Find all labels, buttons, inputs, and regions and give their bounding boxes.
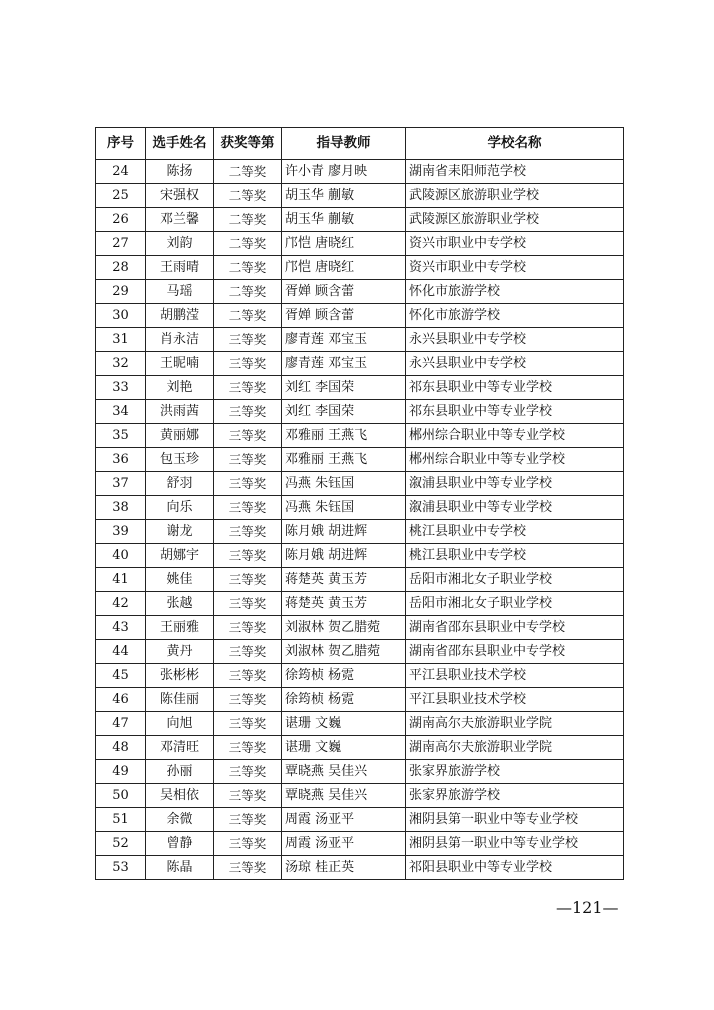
cell-instructor: 蒋楚英 黄玉芳 [282,568,406,592]
cell-instructor: 廖青莲 邓宝玉 [282,328,406,352]
cell-instructor: 刘淑林 贺乙腊菀 [282,616,406,640]
table-row [96,496,624,520]
cell-serial-number: 31 [96,328,146,352]
cell-contestant-name: 姚佳 [146,568,214,592]
cell-award-level: 三等奖 [214,616,282,640]
cell-contestant-name: 陈扬 [146,160,214,184]
header-school-name: 学校名称 [406,128,624,160]
table-row [96,280,624,304]
cell-award-level: 三等奖 [214,640,282,664]
cell-instructor: 刘淑林 贺乙腊菀 [282,640,406,664]
cell-serial-number: 24 [96,160,146,184]
cell-serial-number: 47 [96,712,146,736]
table-row [96,640,624,664]
cell-award-level: 三等奖 [214,424,282,448]
table-row [96,328,624,352]
cell-award-level: 二等奖 [214,256,282,280]
table-row [96,400,624,424]
table-body [96,160,624,880]
cell-instructor: 覃晓燕 吴佳兴 [282,784,406,808]
cell-contestant-name: 宋强权 [146,184,214,208]
cell-school-name: 永兴县职业中专学校 [406,328,624,352]
cell-serial-number: 44 [96,640,146,664]
cell-contestant-name: 黄丹 [146,640,214,664]
cell-serial-number: 38 [96,496,146,520]
table-row [96,712,624,736]
table-row [96,760,624,784]
cell-instructor: 谌珊 文巍 [282,712,406,736]
table-header-row [96,128,624,160]
header-award-level: 获奖等第 [214,128,282,160]
cell-school-name: 祁东县职业中等专业学校 [406,400,624,424]
cell-award-level: 三等奖 [214,664,282,688]
cell-instructor: 刘红 李国荣 [282,400,406,424]
cell-school-name: 湘阴县第一职业中等专业学校 [406,808,624,832]
cell-school-name: 桃江县职业中专学校 [406,520,624,544]
cell-serial-number: 35 [96,424,146,448]
table-row [96,688,624,712]
cell-serial-number: 39 [96,520,146,544]
cell-award-level: 二等奖 [214,304,282,328]
cell-contestant-name: 张彬彬 [146,664,214,688]
cell-school-name: 张家界旅游学校 [406,784,624,808]
cell-contestant-name: 余微 [146,808,214,832]
table-row [96,592,624,616]
cell-award-level: 三等奖 [214,832,282,856]
cell-school-name: 郴州综合职业中等专业学校 [406,424,624,448]
cell-serial-number: 30 [96,304,146,328]
cell-instructor: 胡玉华 蒯敏 [282,184,406,208]
table-row [96,808,624,832]
cell-award-level: 三等奖 [214,376,282,400]
header-serial-number: 序号 [96,128,146,160]
header-instructor: 指导教师 [282,128,406,160]
cell-award-level: 三等奖 [214,352,282,376]
cell-instructor: 陈月娥 胡进辉 [282,544,406,568]
header-contestant-name: 选手姓名 [146,128,214,160]
cell-serial-number: 53 [96,856,146,880]
cell-instructor: 胡玉华 蒯敏 [282,208,406,232]
cell-school-name: 永兴县职业中专学校 [406,352,624,376]
cell-school-name: 资兴市职业中专学校 [406,232,624,256]
cell-contestant-name: 向乐 [146,496,214,520]
cell-award-level: 二等奖 [214,232,282,256]
cell-instructor: 邓雅丽 王燕飞 [282,424,406,448]
cell-serial-number: 36 [96,448,146,472]
table-row [96,856,624,880]
table-row [96,664,624,688]
cell-serial-number: 28 [96,256,146,280]
cell-serial-number: 50 [96,784,146,808]
cell-school-name: 郴州综合职业中等专业学校 [406,448,624,472]
cell-contestant-name: 向旭 [146,712,214,736]
cell-contestant-name: 王丽雅 [146,616,214,640]
table-row [96,352,624,376]
table-row [96,160,624,184]
cell-school-name: 资兴市职业中专学校 [406,256,624,280]
table-row [96,568,624,592]
cell-contestant-name: 马瑶 [146,280,214,304]
cell-instructor: 胥婵 顾含蕾 [282,304,406,328]
cell-award-level: 三等奖 [214,760,282,784]
cell-serial-number: 49 [96,760,146,784]
cell-instructor: 邝恺 唐晓红 [282,256,406,280]
cell-contestant-name: 曾静 [146,832,214,856]
cell-school-name: 湖南省耒阳师范学校 [406,160,624,184]
table-row [96,256,624,280]
table-row [96,376,624,400]
cell-school-name: 岳阳市湘北女子职业学校 [406,568,624,592]
cell-instructor: 陈月娥 胡进辉 [282,520,406,544]
cell-serial-number: 34 [96,400,146,424]
table-row [96,544,624,568]
cell-contestant-name: 黄丽娜 [146,424,214,448]
cell-award-level: 三等奖 [214,544,282,568]
cell-serial-number: 51 [96,808,146,832]
cell-award-level: 三等奖 [214,808,282,832]
cell-instructor: 廖青莲 邓宝玉 [282,352,406,376]
cell-school-name: 武陵源区旅游职业学校 [406,184,624,208]
cell-award-level: 三等奖 [214,712,282,736]
table-row [96,184,624,208]
cell-school-name: 怀化市旅游学校 [406,304,624,328]
cell-instructor: 谌珊 文巍 [282,736,406,760]
cell-school-name: 张家界旅游学校 [406,760,624,784]
cell-school-name: 溆浦县职业中等专业学校 [406,472,624,496]
table-row [96,832,624,856]
cell-school-name: 湖南省邵东县职业中专学校 [406,616,624,640]
cell-award-level: 三等奖 [214,568,282,592]
table-row [96,520,624,544]
table-row [96,424,624,448]
cell-school-name: 岳阳市湘北女子职业学校 [406,592,624,616]
cell-award-level: 三等奖 [214,688,282,712]
cell-award-level: 二等奖 [214,280,282,304]
cell-serial-number: 25 [96,184,146,208]
page-number: —121— [556,898,619,917]
cell-contestant-name: 吴相依 [146,784,214,808]
cell-serial-number: 33 [96,376,146,400]
cell-serial-number: 27 [96,232,146,256]
cell-serial-number: 45 [96,664,146,688]
cell-school-name: 平江县职业技术学校 [406,688,624,712]
cell-serial-number: 26 [96,208,146,232]
cell-award-level: 三等奖 [214,520,282,544]
cell-serial-number: 32 [96,352,146,376]
table-row [96,232,624,256]
cell-contestant-name: 洪雨茜 [146,400,214,424]
cell-award-level: 二等奖 [214,160,282,184]
cell-contestant-name: 王雨晴 [146,256,214,280]
cell-instructor: 许小青 廖月映 [282,160,406,184]
cell-school-name: 武陵源区旅游职业学校 [406,208,624,232]
cell-school-name: 湖南省邵东县职业中专学校 [406,640,624,664]
cell-award-level: 三等奖 [214,784,282,808]
cell-serial-number: 52 [96,832,146,856]
cell-award-level: 二等奖 [214,184,282,208]
cell-instructor: 邓雅丽 王燕飞 [282,448,406,472]
cell-school-name: 溆浦县职业中等专业学校 [406,496,624,520]
cell-school-name: 祁阳县职业中等专业学校 [406,856,624,880]
cell-school-name: 湖南高尔夫旅游职业学院 [406,712,624,736]
cell-contestant-name: 邓兰馨 [146,208,214,232]
cell-award-level: 三等奖 [214,328,282,352]
cell-instructor: 覃晓燕 吴佳兴 [282,760,406,784]
table-row [96,616,624,640]
cell-contestant-name: 陈佳丽 [146,688,214,712]
cell-award-level: 三等奖 [214,592,282,616]
cell-contestant-name: 谢龙 [146,520,214,544]
cell-instructor: 汤琼 桂正英 [282,856,406,880]
cell-serial-number: 42 [96,592,146,616]
cell-contestant-name: 陈晶 [146,856,214,880]
cell-serial-number: 29 [96,280,146,304]
table-row [96,448,624,472]
cell-instructor: 刘红 李国荣 [282,376,406,400]
award-table [95,127,624,880]
cell-award-level: 二等奖 [214,208,282,232]
cell-award-level: 三等奖 [214,496,282,520]
cell-school-name: 怀化市旅游学校 [406,280,624,304]
cell-serial-number: 41 [96,568,146,592]
cell-contestant-name: 舒羽 [146,472,214,496]
cell-school-name: 平江县职业技术学校 [406,664,624,688]
cell-contestant-name: 刘艳 [146,376,214,400]
cell-award-level: 三等奖 [214,400,282,424]
cell-school-name: 祁东县职业中等专业学校 [406,376,624,400]
cell-instructor: 胥婵 顾含蕾 [282,280,406,304]
cell-contestant-name: 邓清旺 [146,736,214,760]
cell-serial-number: 43 [96,616,146,640]
cell-instructor: 周霞 汤亚平 [282,808,406,832]
cell-school-name: 桃江县职业中专学校 [406,544,624,568]
cell-contestant-name: 包玉珍 [146,448,214,472]
cell-contestant-name: 王昵喃 [146,352,214,376]
cell-serial-number: 48 [96,736,146,760]
cell-instructor: 徐筠桢 杨霓 [282,664,406,688]
cell-instructor: 冯燕 朱钰国 [282,472,406,496]
cell-contestant-name: 刘韵 [146,232,214,256]
cell-contestant-name: 孙丽 [146,760,214,784]
cell-award-level: 三等奖 [214,856,282,880]
table-row [96,208,624,232]
cell-school-name: 湘阴县第一职业中等专业学校 [406,832,624,856]
table-row [96,304,624,328]
cell-contestant-name: 胡鹏滢 [146,304,214,328]
cell-serial-number: 46 [96,688,146,712]
cell-school-name: 湖南高尔夫旅游职业学院 [406,736,624,760]
cell-serial-number: 37 [96,472,146,496]
cell-instructor: 蒋楚英 黄玉芳 [282,592,406,616]
cell-contestant-name: 肖永洁 [146,328,214,352]
cell-contestant-name: 胡娜宇 [146,544,214,568]
table-row [96,472,624,496]
cell-instructor: 周霞 汤亚平 [282,832,406,856]
cell-award-level: 三等奖 [214,736,282,760]
cell-award-level: 三等奖 [214,472,282,496]
table-row [96,784,624,808]
table-row [96,736,624,760]
cell-instructor: 徐筠桢 杨霓 [282,688,406,712]
cell-award-level: 三等奖 [214,448,282,472]
cell-serial-number: 40 [96,544,146,568]
cell-contestant-name: 张越 [146,592,214,616]
cell-instructor: 邝恺 唐晓红 [282,232,406,256]
cell-instructor: 冯燕 朱钰国 [282,496,406,520]
